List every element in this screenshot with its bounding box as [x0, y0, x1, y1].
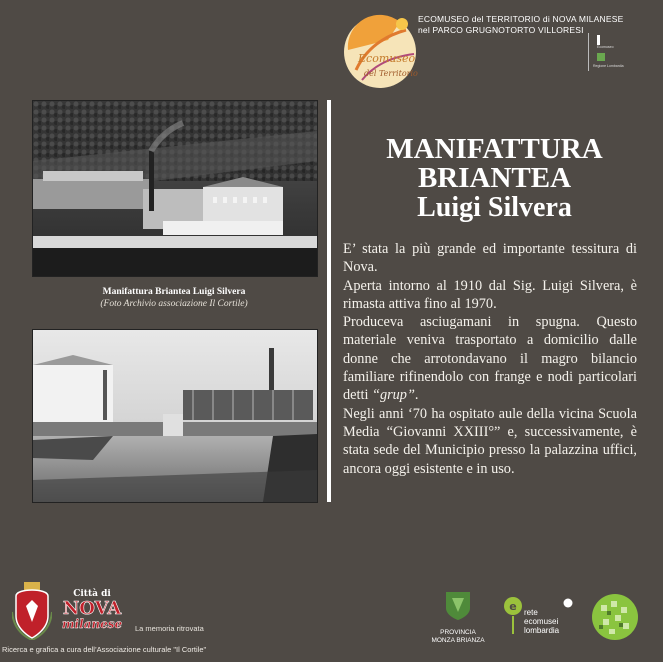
credits-text: Ricerca e grafica a cura dell’Associazione culturale "Il Cortile" — [2, 645, 207, 654]
info-icon — [563, 598, 573, 608]
pin-icon — [597, 35, 600, 45]
page-title — [352, 135, 637, 222]
provincia-line-2: MONZA BRIANZA — [431, 637, 485, 644]
body-text — [343, 240, 637, 478]
provincia-shield-icon — [444, 590, 472, 622]
regione-lombardia-icon — [597, 53, 605, 61]
title-line-1: MANIFATTURA — [386, 133, 603, 165]
header-badges — [588, 33, 629, 71]
title-line-2: BRIANTEA — [417, 162, 572, 194]
caption-source: (Foto Archivio associazione Il Cortile) — [100, 299, 248, 309]
rete-ecomusei-logo — [502, 596, 582, 640]
rete-ecomusei-icon — [502, 596, 524, 636]
logo-text-1: Ecomuseo — [358, 52, 416, 65]
paragraph-3-text: Produceva asciugamani in spugna. Questo materiale veniva trasportato a domicilio dalle donne che arrotondavano il magro bilancio familiare rifinendolo con frange e nodi particolari detti — [343, 314, 637, 404]
photo-caption — [32, 286, 316, 310]
paragraph-3 — [343, 313, 637, 404]
provincia-line-1: PROVINCIA — [440, 629, 476, 636]
paragraph-2: Aperta intorno al 1910 dal Sig. Luigi Silvera, è rimasta attiva fino al 1970. — [343, 277, 637, 312]
logo-nova: NOVA — [62, 598, 122, 619]
rete-line-1: rete — [524, 608, 538, 617]
paragraph-1: E’ stata la più grande ed importante tessitura di Nova. — [343, 241, 637, 276]
svg-text:e: e — [509, 600, 517, 613]
title-line-3: Luigi Silvera — [417, 192, 572, 223]
badge-regione: Regione Lombardia — [593, 64, 624, 68]
paragraph-4: Negli anni ‘70 ha ospitato aule della vicina Scuola Media “Giovanni XXIII°” e, successivamente, è stata sede del Municipio presso la palazzina uffici, ancora oggi esistente e in uso. — [343, 405, 637, 477]
rete-line-2: ecomusei — [524, 617, 559, 626]
badge-ecomuseo: Ecomuseo — [597, 45, 614, 49]
parco-logo-icon — [591, 593, 639, 641]
paragraph-3-end: . — [414, 387, 419, 404]
header-line-1: ECOMUSEO del TERRITORIO di NOVA MILANESE — [418, 14, 624, 24]
provincia-logo — [428, 590, 488, 650]
logo-text-2: del Territorio — [364, 69, 418, 78]
memoria-ritrovata: La memoria ritrovata — [135, 624, 204, 633]
vertical-divider — [327, 100, 331, 502]
header-line-2: nel PARCO GRUGNOTORTO VILLORESI — [418, 25, 584, 35]
rete-line-3: lombardia — [524, 626, 560, 635]
ecomuseo-logo — [340, 10, 420, 90]
paragraph-3-grup: “grup” — [372, 387, 415, 404]
factory-aerial-photo — [32, 100, 318, 277]
logo-milanese: milanese — [61, 617, 123, 631]
logo-citta-di: Città di — [73, 589, 111, 599]
caption-title: Manifattura Briantea Luigi Silvera — [102, 287, 246, 297]
factory-canal-photo — [32, 329, 318, 503]
coat-of-arms-icon — [12, 582, 52, 640]
citta-di-nova-milanese-logo — [52, 586, 132, 636]
